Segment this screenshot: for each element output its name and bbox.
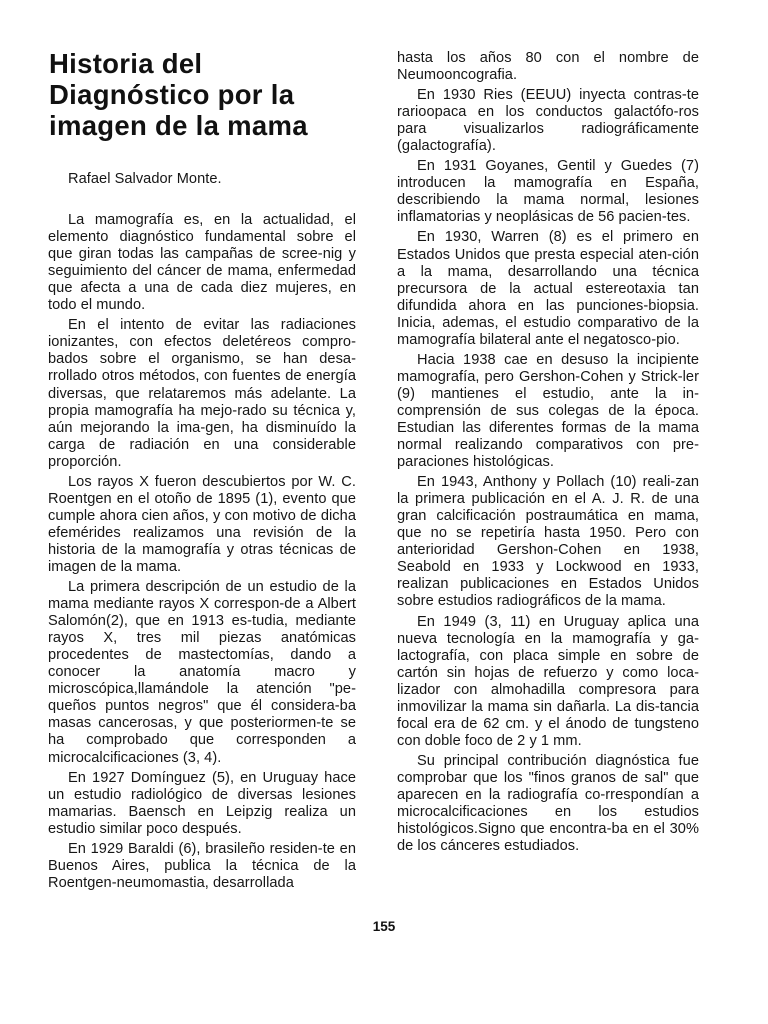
paragraph: Su principal contribución diagnóstica fue comprobar que los "finos granos de sal" que aparecen en la radiografía co-rrespondían a microcalcificaciones en los estudios histológicos.Signo que encontra-ba en el 30% de los cánceres estudiados. [397, 752, 699, 855]
paragraph: En 1930 Ries (EEUU) inyecta contras-te rarioopaca en los conductos galactófo-ros para visualizarlos radiográficamente (galactografía). [397, 87, 699, 155]
title-line: Historia del [49, 48, 203, 79]
paragraph: Hacia 1938 cae en desuso la incipiente mamografía, pero Gershon-Cohen y Strick-ler (9) mantienes el estudio, ante la in-comprensión de sus colegas de la época. Estudian las diferentes formas de la mama normal realizando comparativos con pre-paraciones histológicas. [397, 351, 699, 471]
right-column [397, 50, 699, 858]
paragraph: La mamografía es, en la actualidad, el elemento diagnóstico fundamental sobre el que giran todas las campañas de scree-nig y seguimiento del cáncer de mama, enfermedad que afecta a una de cada diez mujeres, en todo el mundo. [48, 212, 356, 314]
paragraph: En 1931 Goyanes, Gentil y Guedes (7) introducen la mamografía en España, describiendo la mama normal, lesiones inflamatorias y neoplásicas de 56 pacien-tes. [397, 158, 699, 226]
page-number: 155 [372, 919, 396, 934]
title-line: Diagnóstico por la [49, 79, 295, 110]
article-title [49, 48, 356, 141]
paragraph: Los rayos X fueron descubiertos por W. C. Roentgen en el otoño de 1895 (1), evento que cumple ahora cien años, y con motivo de dicha efemérides realizamos una revisión de la historia de la mamografía y otras técnicas de imagen de la mama. [48, 473, 356, 575]
author-name: Rafael Salvador Monte. [68, 171, 222, 187]
paragraph: La primera descripción de un estudio de la mama mediante rayos X correspon-de a Albert Salomón(2), que en 1913 es-tudia, mediante rayos X, tres mil piezas anatómicas procedentes de mastectomías, dando a conocer la anatomía macro y microscópica,llamándole la atención "pe-queños puntos negros" que él considera-ba masas cancerosas, y que posteriormen-te se ha comprobado que corresponden a microcalcificaciones (3, 4). [48, 579, 356, 766]
paragraph: En 1943, Anthony y Pollach (10) reali-zan la primera publicación en el A. J. R. de una gran calcificación postraumática en mama, que no se repetiría hasta 1950. Pero con anterioridad Gershon-Cohen en 1938, Seabold en 1933 y Lockwood en 1933, realizan publicaciones en Estados Unidos sobre estudios radiográficos de la mama. [397, 474, 699, 610]
left-body-text [48, 212, 356, 892]
paragraph: En 1930, Warren (8) es el primero en Estados Unidos que presta especial aten-ción a la mama, desarrollando una técnica precursora de la actual estereotaxia tan difundida ahora en las punciones-biopsia. Inicia, ademas, el estudio comparativo de la mamografía bilateral ante el negatosco-pio. [397, 229, 699, 348]
paragraph: En 1949 (3, 11) en Uruguay aplica una nueva tecnología en la mamografía y ga-lactografía, con placa simple en sobre de cartón sin hojas de refuerzo y como loca-lizador con almohadilla compresora para inmovilizar la mama sin dañarla. La dis-tancia focal era de 62 cm. y el ánodo de tungsteno con doble foco de 2 y 1 mm. [397, 613, 699, 749]
left-column [48, 48, 356, 895]
title-line: imagen de la mama [49, 110, 308, 141]
paragraph-continuation: hasta los años 80 con el nombre de Neumooncografia. [397, 50, 699, 84]
paragraph: En 1929 Baraldi (6), brasileño residen-te en Buenos Aires, publica la técnica de la Roentgen-neumomastia, desarrollada [48, 840, 356, 891]
paragraph: En el intento de evitar las radiaciones ionizantes, con efectos deletéreos compro-bados sobre el organismo, se han desa-rrollado otros métodos, con fuentes de energía diversas, que relataremos más adelante. La propia mamografía ha mejo-rado su técnica y, aún mejorando la ima-gen, ha disminuído la carga de radiación en una considerable proporción. [48, 317, 356, 470]
paragraph: En 1927 Domínguez (5), en Uruguay hace un estudio radiológico de diversas lesiones mamarias. Baensch en Leipzig realiza un estudio similar poco después. [48, 769, 356, 837]
